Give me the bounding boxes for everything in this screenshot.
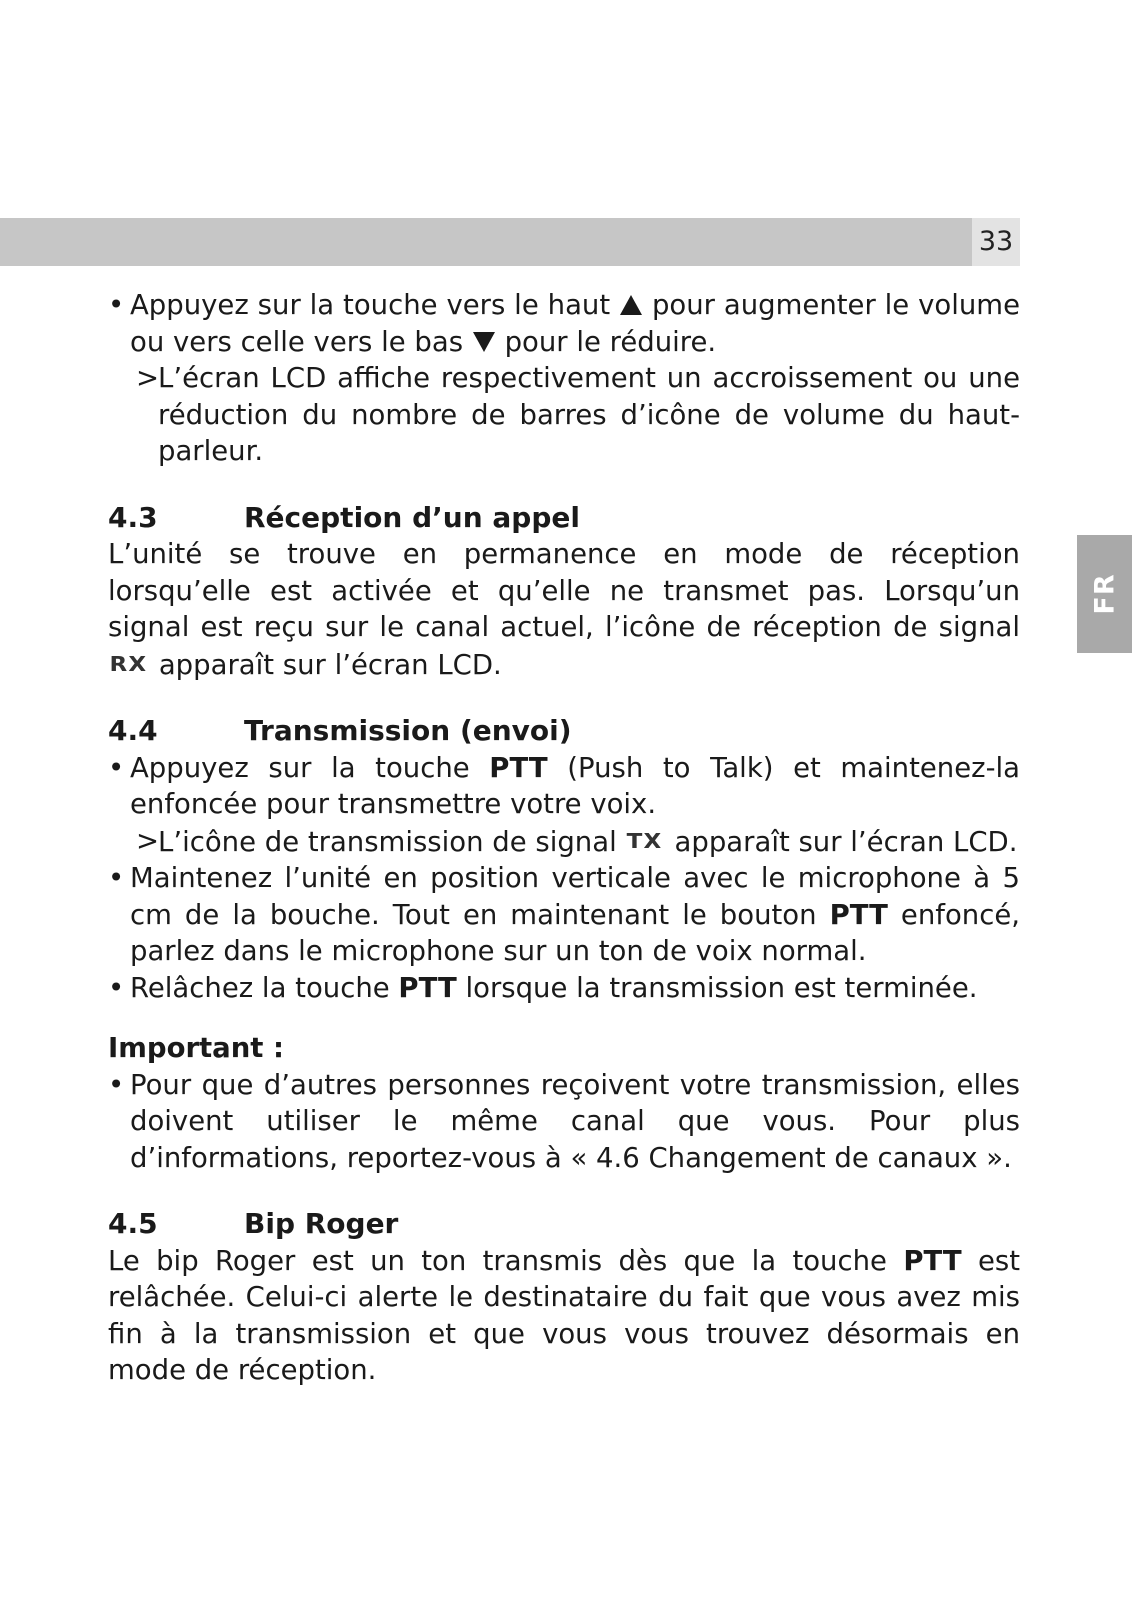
- section-heading-4-5: 4.5 Bip Roger: [108, 1207, 399, 1240]
- page-content: [108, 287, 1020, 1389]
- language-tab: [1077, 535, 1132, 653]
- section-4-3-body: L’unité se trouve en permanence en mode de réception lorsqu’elle est activée et qu’elle ne transmet pas. Lorsqu’un signal est reçu sur le canal actuel, l’icône de réception de signal RX apparaît sur l’écran LCD.: [108, 538, 1020, 681]
- arrow-up-icon: [619, 294, 643, 316]
- header-band: [0, 218, 972, 266]
- section-4-5-body: Le bip Roger est un ton transmis dès que la touche PTT est relâchée. Celui-ci alerte le destinataire du fait que vous avez mis fin à la transmission et que vous vous trouvez désormais en mode de réception.: [108, 1244, 1020, 1386]
- important-title: Important :: [108, 1032, 285, 1064]
- result-marker: >: [136, 362, 160, 394]
- volume-result: > L’écran LCD affiche respectivement un accroissement ou une réduction du nombre de barres d’icône de volume du haut-parleur.: [136, 362, 1020, 467]
- section-heading-4-3: 4.3 Réception d’un appel: [108, 500, 580, 534]
- rx-icon: RX: [109, 651, 148, 676]
- important-bullet: • Pour que d’autres personnes reçoivent votre transmission, elles doivent utiliser le même canal que vous. Pour plus d’informations, reportez-vous à « 4.6 Changement de canaux ».: [108, 1068, 1020, 1174]
- arrow-down-icon: [472, 331, 496, 353]
- bullet-dot: •: [108, 862, 125, 894]
- bullet-dot: •: [108, 751, 125, 784]
- ptt-bullet: • Appuyez sur la touche PTT (Push to Talk) et maintenez-la enfoncée pour transmettre votre voix.: [108, 751, 1020, 820]
- bullet-dot: •: [108, 971, 125, 1004]
- ptt-result: > L’icône de transmission de signal TX apparaît sur l’écran LCD.: [136, 824, 1018, 858]
- volume-bullet: • Appuyez sur la touche vers le haut pour augmenter le volume ou vers celle vers le bas pour le réduire.: [108, 289, 1020, 358]
- section-heading-4-4: 4.4 Transmission (envoi): [108, 714, 572, 747]
- result-marker: >: [136, 824, 160, 857]
- tx-icon: TX: [627, 828, 663, 853]
- position-bullet: • Maintenez l’unité en position verticale avec le microphone à 5 cm de la bouche. Tout en maintenant le bouton PTT enfoncé, parlez dans le microphone sur un ton de voix normal.: [108, 862, 1020, 967]
- release-bullet: • Relâchez la touche PTT lorsque la transmission est terminée.: [108, 970, 1020, 1007]
- language-tab-label: FR: [1089, 573, 1120, 615]
- page-number: 33: [972, 218, 1020, 266]
- bullet-dot: •: [108, 1068, 125, 1101]
- bullet-dot: •: [108, 289, 125, 321]
